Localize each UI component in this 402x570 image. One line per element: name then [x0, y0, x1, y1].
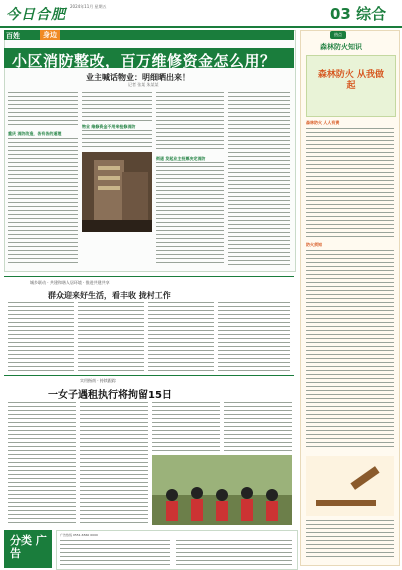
lead-headline: 小区消防整改，百万维修资金怎么用？: [12, 52, 276, 70]
story2-body-column: [8, 302, 74, 372]
story2-body-column: [148, 302, 214, 372]
story2-body-column: [78, 302, 144, 372]
lead-byline: 记者 张某 朱某某: [128, 82, 159, 87]
lead-body-column: [8, 138, 78, 266]
sidebar-item-heading: 防火须知: [306, 242, 322, 247]
page-number: 03 综合: [330, 5, 387, 23]
story3-body-column: [8, 402, 76, 526]
story2-headline: 群众迎来好生活，看丰收 拢村工作: [48, 291, 171, 300]
lead-body-column: [82, 130, 152, 150]
lead-section-heading: 街道 发起业主投票决定消防: [156, 156, 206, 161]
sidebar-body: [306, 250, 394, 450]
sidebar-body: [306, 520, 394, 560]
lead-subhead: 业主喊话物业：明细晒出来！: [86, 73, 190, 82]
lead-section-heading: 物业 维修资金不用来检修消防: [82, 124, 136, 129]
sidebar-illustration-2: [306, 456, 394, 516]
lead-body-column: [8, 92, 78, 128]
sidebar-body: [306, 128, 394, 238]
story2-kicker: 城乡联动 · 共建和谐人居环境 · 推进共建共享: [30, 280, 110, 285]
ad-listing-column: [176, 540, 292, 566]
sidebar-title: 森林防火知识: [320, 43, 362, 51]
classified-ad-title: 分类 广告: [10, 534, 47, 560]
issue-meta: 2024年11月 星期五: [70, 4, 107, 9]
sidebar-illustration-text: 森林防火 从我做起: [317, 70, 385, 91]
story3-kicker: 实用指南 · 持续跟踪: [80, 378, 116, 383]
section-divider: [4, 375, 294, 376]
ad-hotline: 广告热线 0551-6560 0000: [60, 533, 98, 537]
lead-body-column: [228, 92, 290, 266]
sidebar-item-heading: 森林防火 人人有责: [306, 120, 340, 125]
ad-listing-column: [60, 540, 170, 566]
story3-body-column: [80, 402, 148, 526]
story3-photo: [152, 455, 292, 525]
newspaper-logo: 今日合肥: [6, 7, 66, 23]
lead-body-column: [156, 162, 224, 266]
lead-tag-primary: 百姓: [6, 32, 20, 40]
lead-photo: [82, 152, 152, 232]
story2-body-column: [218, 302, 290, 372]
lead-body-column: [82, 92, 152, 122]
lead-tag-secondary: 身边: [40, 30, 60, 40]
lead-section-heading: 重庆 消防改造，各有各的道理: [8, 131, 62, 136]
story3-body-column: [224, 402, 292, 452]
lead-body-column: [156, 92, 224, 152]
sidebar-chip: 热点: [330, 31, 346, 39]
section-divider: [4, 276, 294, 277]
story3-headline: 一女子遇租执行将拘留15日: [48, 390, 172, 401]
story3-body-column: [152, 402, 220, 452]
